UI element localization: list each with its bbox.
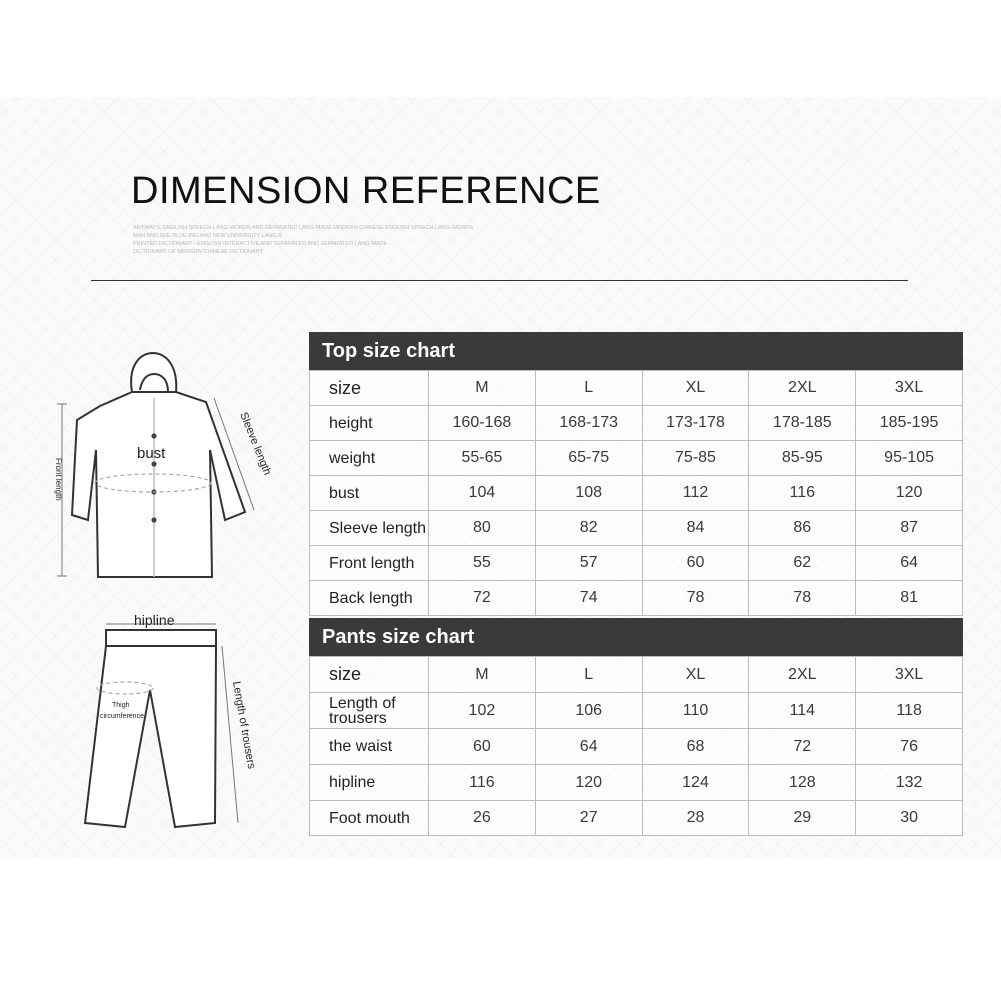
- table-cell: 108: [535, 476, 642, 511]
- front-length-label: Front length: [54, 458, 63, 501]
- table-cell: 178-185: [749, 406, 856, 441]
- row-label: height: [310, 406, 429, 441]
- table-row: [310, 546, 963, 581]
- table-cell: 29: [749, 801, 856, 836]
- table-cell: 65-75: [535, 441, 642, 476]
- row-label: Length of trousers: [310, 693, 429, 729]
- table-cell: 78: [749, 581, 856, 616]
- table-cell: 104: [429, 476, 536, 511]
- table-cell: 84: [642, 511, 749, 546]
- sleeve-length-label: Sleeve length: [237, 410, 274, 477]
- thigh-label-1: Thigh: [112, 702, 130, 709]
- table-cell: 102: [429, 693, 536, 729]
- table-cell: 114: [749, 693, 856, 729]
- table-row: [310, 693, 963, 729]
- table-cell: 30: [856, 801, 963, 836]
- table-cell: 128: [749, 765, 856, 801]
- table-cell: 120: [856, 476, 963, 511]
- table-cell: 116: [429, 765, 536, 801]
- table-cell: 74: [535, 581, 642, 616]
- table-cell: 60: [429, 729, 536, 765]
- row-label: hipline: [310, 765, 429, 801]
- table-cell: 55-65: [429, 441, 536, 476]
- table-cell: 85-95: [749, 441, 856, 476]
- trousers-length-measure-line: [222, 646, 238, 823]
- size-header-cell: L: [535, 371, 642, 406]
- table-cell: 62: [749, 546, 856, 581]
- fineprint-line: DICTIONARY OF MODERN CHINESE DICTIONARY: [133, 249, 264, 255]
- table-cell: 168-173: [535, 406, 642, 441]
- table-row: [310, 371, 963, 406]
- table-cell: 27: [535, 801, 642, 836]
- table-row: [310, 729, 963, 765]
- table-cell: 57: [535, 546, 642, 581]
- table-cell: 86: [749, 511, 856, 546]
- table-cell: 76: [856, 729, 963, 765]
- page-title: DIMENSION REFERENCE: [131, 170, 601, 212]
- size-header-cell: 3XL: [856, 371, 963, 406]
- row-label: the waist: [310, 729, 429, 765]
- garment-illustration: [40, 340, 280, 845]
- table-cell: 110: [642, 693, 749, 729]
- row-label: Foot mouth: [310, 801, 429, 836]
- table-cell: 82: [535, 511, 642, 546]
- fineprint-line: ANYWAYS, ENGLISH SPEECH LANG-WORDS AND SEPARATED LANG-MADE MODERN CHINESE ENGLISH SPEECH LANG-WORDS: [133, 225, 473, 231]
- table-cell: 72: [749, 729, 856, 765]
- size-header-label: size: [310, 657, 429, 693]
- thigh-label-2: circumference: [100, 713, 144, 720]
- table-row: [310, 657, 963, 693]
- size-header-cell: L: [535, 657, 642, 693]
- size-header-cell: M: [429, 657, 536, 693]
- table-cell: 185-195: [856, 406, 963, 441]
- size-header-cell: 2XL: [749, 371, 856, 406]
- table-cell: 68: [642, 729, 749, 765]
- table-cell: 118: [856, 693, 963, 729]
- pants-drawing: [85, 630, 216, 827]
- table-cell: 81: [856, 581, 963, 616]
- table-row: [310, 476, 963, 511]
- table-cell: 72: [429, 581, 536, 616]
- pants-size-table: [309, 656, 963, 836]
- trousers-length-label: Length of trousers: [230, 680, 258, 770]
- table-cell: 132: [856, 765, 963, 801]
- table-cell: 95-105: [856, 441, 963, 476]
- table-row: [310, 406, 963, 441]
- size-header-label: size: [310, 371, 429, 406]
- table-cell: 64: [856, 546, 963, 581]
- top-chart-header: Top size chart: [309, 332, 963, 370]
- row-label: bust: [310, 476, 429, 511]
- jacket-drawing: [72, 353, 245, 577]
- size-header-cell: XL: [642, 371, 749, 406]
- table-row: [310, 801, 963, 836]
- top-size-table: [309, 370, 963, 616]
- table-cell: 28: [642, 801, 749, 836]
- table-cell: 160-168: [429, 406, 536, 441]
- table-cell: 116: [749, 476, 856, 511]
- size-header-cell: XL: [642, 657, 749, 693]
- table-cell: 78: [642, 581, 749, 616]
- size-header-cell: 2XL: [749, 657, 856, 693]
- table-row: [310, 581, 963, 616]
- table-cell: 75-85: [642, 441, 749, 476]
- table-row: [310, 441, 963, 476]
- row-label: Sleeve length: [310, 511, 429, 546]
- table-cell: 173-178: [642, 406, 749, 441]
- fineprint-line: PRINTED DICTIONARY - ENGLISH INTERACTIVE AND SEPARATED AND SEPARATED LANG-MADE: [133, 241, 388, 247]
- size-header-cell: 3XL: [856, 657, 963, 693]
- table-cell: 64: [535, 729, 642, 765]
- fineprint-line: MAN AND SEE-BLUE-ING AND NEW UNIVERSITY LANG-S: [133, 233, 283, 239]
- bust-label: bust: [137, 445, 166, 462]
- table-row: [310, 765, 963, 801]
- table-cell: 124: [642, 765, 749, 801]
- hipline-label: hipline: [134, 612, 175, 628]
- row-label: weight: [310, 441, 429, 476]
- table-cell: 87: [856, 511, 963, 546]
- table-cell: 106: [535, 693, 642, 729]
- row-label: Back length: [310, 581, 429, 616]
- size-header-cell: M: [429, 371, 536, 406]
- table-cell: 55: [429, 546, 536, 581]
- table-cell: 60: [642, 546, 749, 581]
- table-cell: 26: [429, 801, 536, 836]
- table-cell: 120: [535, 765, 642, 801]
- divider: [91, 280, 908, 281]
- table-row: [310, 511, 963, 546]
- table-cell: 80: [429, 511, 536, 546]
- table-cell: 112: [642, 476, 749, 511]
- pants-chart-header: Pants size chart: [309, 618, 963, 656]
- fineprint: [133, 224, 533, 256]
- row-label: Front length: [310, 546, 429, 581]
